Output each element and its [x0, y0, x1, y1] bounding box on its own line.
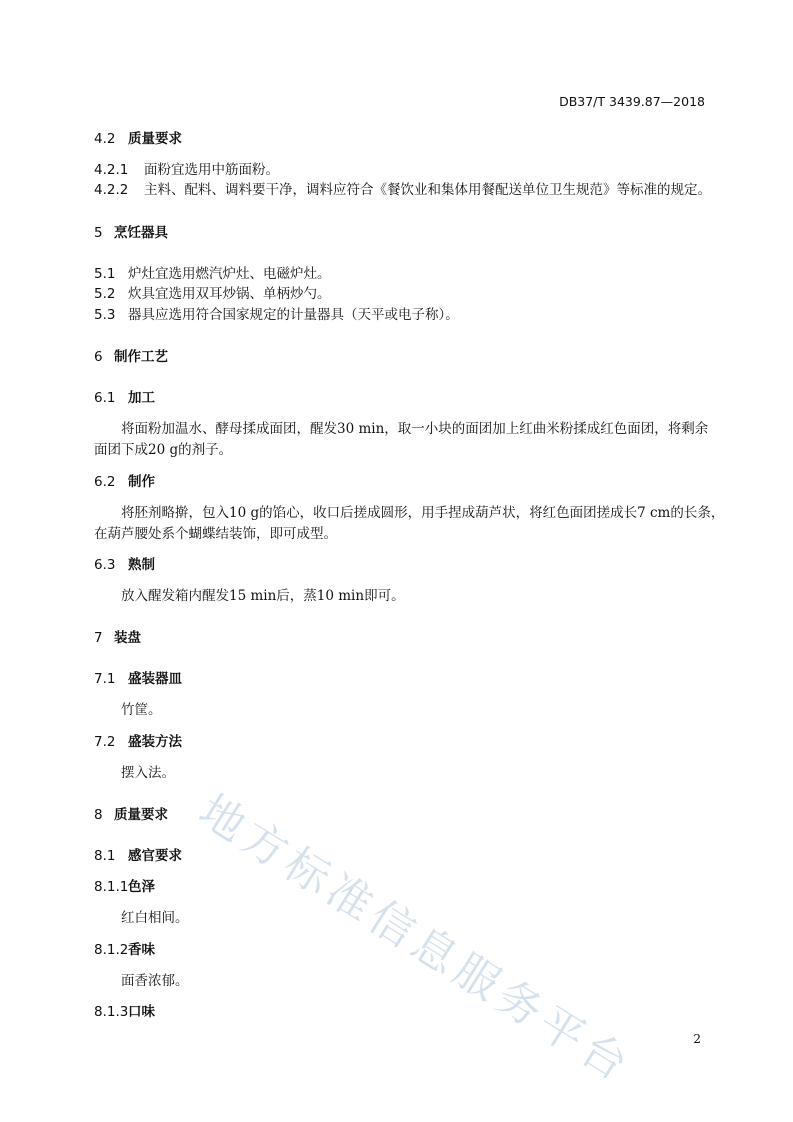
- clause-line: [94, 265, 331, 283]
- paragraph-line: 在葫芦腰处系个蝴蝶结装饰，即可成型。: [94, 526, 337, 542]
- chapter-heading: [94, 806, 168, 824]
- subsection-number: 8.1.2: [94, 942, 129, 958]
- chapter-title: 质量要求: [114, 807, 168, 823]
- section-heading: [94, 847, 182, 865]
- document-code-header: DB37/T 3439.87—2018: [559, 94, 705, 109]
- section-title: 感官要求: [128, 848, 182, 864]
- subsection-title: 口味: [128, 1004, 155, 1020]
- section-number: 6.3: [94, 557, 116, 573]
- chapter-number: 8: [94, 807, 103, 823]
- section-number: 6.2: [94, 474, 116, 490]
- section-title: 加工: [128, 390, 155, 406]
- paragraph-line: 面香浓郁。: [121, 973, 189, 989]
- section-title: 熟制: [128, 557, 155, 573]
- chapter-number: 6: [94, 349, 103, 365]
- clause-text: 主料、配料、调料要干净，调料应符合《餐饮业和集体用餐配送单位卫生规范》等标准的规定。: [144, 182, 711, 198]
- section-title: 盛装方法: [128, 734, 182, 750]
- clause-line: [94, 161, 279, 179]
- chapter-heading: [94, 348, 168, 366]
- paragraph-line: 面团下成20 g的剂子。: [94, 442, 233, 458]
- section-heading: [94, 556, 155, 574]
- clause-line: [94, 306, 459, 324]
- section-heading: [94, 670, 182, 688]
- page-number: 2: [693, 1032, 701, 1046]
- clause-number: 5.3: [94, 307, 116, 323]
- chapter-title: 制作工艺: [114, 349, 168, 365]
- paragraph-line: 放入醒发箱内醒发15 min后，蒸10 min即可。: [121, 588, 405, 604]
- watermark-text: 地方标准信息服务平台: [190, 785, 642, 1094]
- clause-number: 5.1: [94, 266, 116, 282]
- subsection-heading: [94, 941, 155, 959]
- subsection-heading: [94, 1003, 155, 1021]
- clause-number: 4.2.1: [94, 162, 129, 178]
- paragraph-line: 将胚剂略擀，包入10 g的馅心，收口后搓成圆形，用手捏成葫芦状，将红色面团搓成长7 cm的长条，: [121, 505, 725, 521]
- subsection-title: 香味: [128, 942, 155, 958]
- section-heading: [94, 389, 155, 407]
- section-heading: [94, 130, 182, 148]
- section-heading: [94, 473, 155, 491]
- chapter-heading: [94, 629, 141, 647]
- section-number: 8.1: [94, 848, 116, 864]
- subsection-title: 色泽: [128, 879, 155, 895]
- paragraph-line: 摆入法。: [121, 765, 175, 781]
- section-title: 制作: [128, 474, 155, 490]
- subsection-number: 8.1.3: [94, 1004, 129, 1020]
- chapter-number: 5: [94, 225, 103, 241]
- section-number: 4.2: [94, 131, 116, 147]
- clause-number: 5.2: [94, 286, 116, 302]
- section-heading: [94, 733, 182, 751]
- paragraph-line: 红白相间。: [121, 910, 189, 926]
- chapter-title: 烹饪器具: [114, 225, 168, 241]
- section-title: 质量要求: [128, 131, 182, 147]
- section-number: 7.2: [94, 734, 116, 750]
- section-title: 盛装器皿: [128, 671, 182, 687]
- subsection-heading: [94, 878, 155, 896]
- chapter-heading: [94, 224, 168, 242]
- chapter-number: 7: [94, 630, 103, 646]
- paragraph-line: 将面粉加温水、酵母揉成面团，醒发30 min，取一小块的面团加上红曲米粉揉成红色面团，将剩余: [121, 421, 709, 437]
- paragraph-line: 竹筐。: [121, 702, 162, 718]
- clause-text: 面粉宜选用中筋面粉。: [144, 162, 279, 178]
- clause-text: 炊具宜选用双耳炒锅、单柄炒勺。: [128, 286, 331, 302]
- subsection-number: 8.1.1: [94, 879, 129, 895]
- clause-text: 器具应选用符合国家规定的计量器具（天平或电子称）。: [128, 307, 459, 323]
- clause-line: [94, 181, 711, 199]
- clause-number: 4.2.2: [94, 182, 129, 198]
- clause-line: [94, 285, 331, 303]
- chapter-title: 装盘: [114, 630, 141, 646]
- section-number: 7.1: [94, 671, 116, 687]
- clause-text: 炉灶宜选用燃汽炉灶、电磁炉灶。: [128, 266, 331, 282]
- section-number: 6.1: [94, 390, 116, 406]
